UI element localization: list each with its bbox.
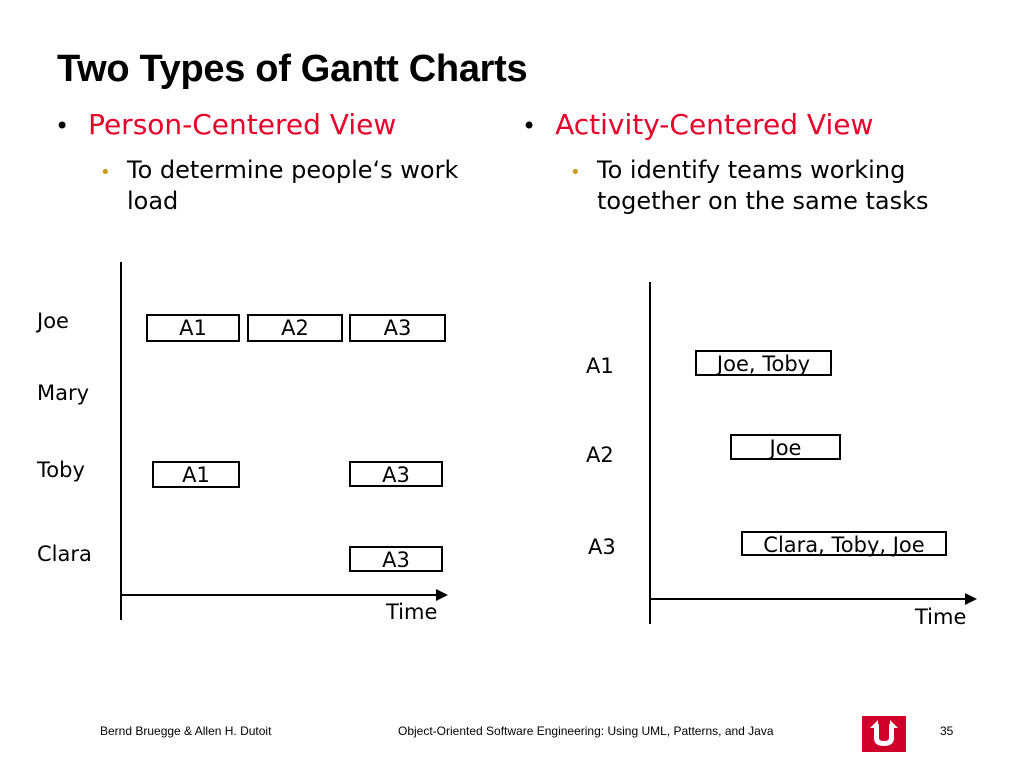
right-axis-arrowhead: [965, 593, 977, 605]
footer-authors: Bernd Bruegge & Allen H. Dutoit: [100, 724, 272, 738]
row-label-clara: Clara: [37, 542, 92, 566]
left-heading-text: Person-Centered View: [88, 108, 397, 141]
bar-joe-a3: A3: [349, 314, 446, 342]
right-subpoint-text: To identify teams working together on the same tasks: [597, 156, 929, 215]
right-x-axis: [649, 598, 967, 600]
row-label-mary: Mary: [37, 381, 90, 405]
right-heading: [522, 108, 873, 141]
right-axis-label: Time: [915, 605, 967, 629]
left-subpoint-text: To determine people‘s work load: [127, 156, 459, 215]
row-label-a1: A1: [586, 354, 614, 378]
left-y-axis: [120, 262, 122, 620]
bar-toby-a1: A1: [152, 461, 240, 488]
sub-bullet-dot: •: [570, 162, 581, 183]
bar-clara-a3: A3: [349, 546, 443, 572]
slide-title: Two Types of Gantt Charts: [57, 48, 528, 90]
left-axis-label: Time: [386, 600, 438, 624]
bar-a1-team: Joe, Toby: [695, 350, 832, 376]
bar-a3-team: Clara, Toby, Joe: [741, 531, 947, 556]
left-axis-arrowhead: [436, 589, 448, 601]
right-y-axis: [649, 282, 651, 624]
bar-a2-team: Joe: [730, 434, 841, 460]
bullet-dot: •: [522, 112, 537, 140]
row-label-a3: A3: [588, 535, 616, 559]
bullet-dot: •: [55, 112, 70, 140]
logo-glyph: [862, 716, 906, 752]
row-label-joe: Joe: [37, 309, 69, 333]
left-x-axis: [120, 594, 438, 596]
row-label-toby: Toby: [37, 458, 85, 482]
page-number: 35: [940, 724, 954, 738]
left-heading: [55, 108, 396, 141]
sub-bullet-dot: •: [100, 162, 111, 183]
university-logo-icon: [862, 716, 906, 752]
bar-joe-a1: A1: [146, 314, 240, 342]
left-subpoint: [100, 155, 490, 225]
footer-book-title: Object-Oriented Software Engineering: Using UML, Patterns, and Java: [398, 724, 774, 738]
right-subpoint: [570, 155, 970, 255]
right-heading-text: Activity-Centered View: [555, 108, 874, 141]
bar-joe-a2: A2: [247, 314, 343, 342]
row-label-a2: A2: [586, 443, 614, 467]
bar-toby-a3: A3: [349, 461, 443, 487]
